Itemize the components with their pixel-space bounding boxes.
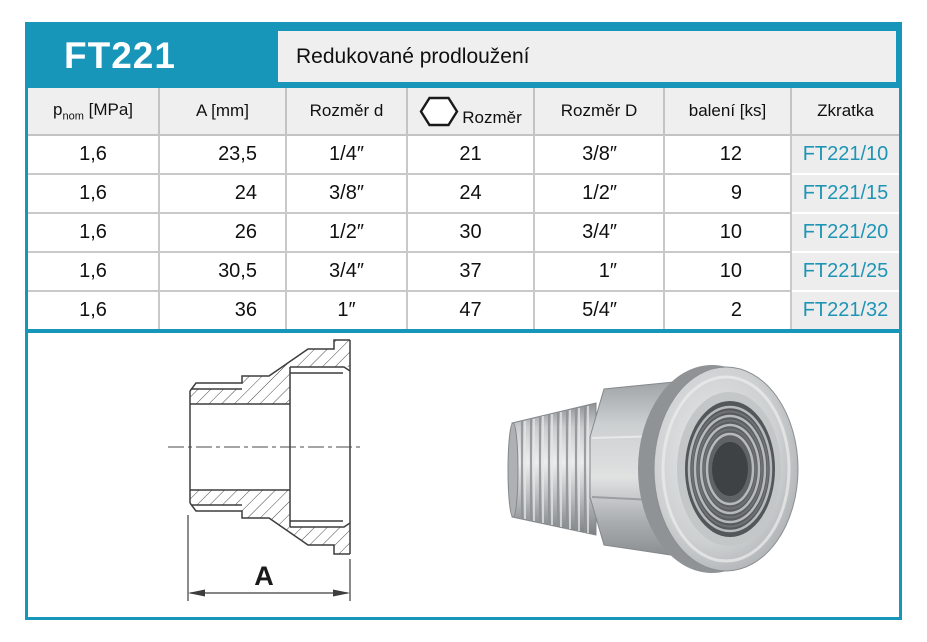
cell-pack: 10 xyxy=(665,214,792,253)
cell-dd: 3/8″ xyxy=(535,136,665,175)
col-header-a: A [mm] xyxy=(160,88,287,136)
product-title-box xyxy=(278,31,896,82)
cell-hex: 30 xyxy=(408,214,535,253)
cell-d: 1″ xyxy=(287,292,408,329)
table-row xyxy=(28,136,899,175)
cell-hex: 21 xyxy=(408,136,535,175)
cell-a: 26 xyxy=(160,214,287,253)
cell-pnom: 1,6 xyxy=(28,175,160,214)
cell-pack: 9 xyxy=(665,175,792,214)
table-row xyxy=(28,292,899,329)
cell-a: 30,5 xyxy=(160,253,287,292)
figures-area xyxy=(28,329,899,617)
cell-pack: 12 xyxy=(665,136,792,175)
cell-code: FT221/20 xyxy=(792,214,899,253)
col-header-d: Rozměr d xyxy=(287,88,408,136)
cell-hex: 47 xyxy=(408,292,535,329)
cell-code: FT221/25 xyxy=(792,253,899,292)
cell-pnom: 1,6 xyxy=(28,292,160,329)
cell-pnom: 1,6 xyxy=(28,136,160,175)
hexagon-icon xyxy=(419,96,459,127)
fitting-outline xyxy=(190,340,350,554)
col-header-code: Zkratka xyxy=(792,88,899,136)
cell-d: 1/4″ xyxy=(287,136,408,175)
cell-dd: 5/4″ xyxy=(535,292,665,329)
header-band xyxy=(28,25,899,88)
cell-dd: 3/4″ xyxy=(535,214,665,253)
table-row xyxy=(28,175,899,214)
cell-pnom: 1,6 xyxy=(28,253,160,292)
table-row xyxy=(28,214,899,253)
cell-code: FT221/32 xyxy=(792,292,899,329)
product-code: FT221 xyxy=(64,34,176,76)
cell-pack: 2 xyxy=(665,292,792,329)
col-header-hex-label: Rozměr xyxy=(462,108,522,127)
table-row xyxy=(28,253,899,292)
col-header-pnom: $p_{nom}$ [MPa] xyxy=(28,88,160,136)
dimension-arrow-left xyxy=(188,590,205,597)
cell-d: 1/2″ xyxy=(287,214,408,253)
cell-d: 3/8″ xyxy=(287,175,408,214)
cell-d: 3/4″ xyxy=(287,253,408,292)
cell-code: FT221/15 xyxy=(792,175,899,214)
technical-drawing xyxy=(112,335,372,607)
cell-a: 36 xyxy=(160,292,287,329)
cell-a: 24 xyxy=(160,175,287,214)
cell-pack: 10 xyxy=(665,253,792,292)
dimension-label: A xyxy=(254,561,274,591)
product-title: Redukované prodloužení xyxy=(296,44,530,68)
table-header-row xyxy=(28,88,899,136)
product-photo xyxy=(498,339,803,594)
col-header-dd: Rozměr D xyxy=(535,88,665,136)
cell-code: FT221/10 xyxy=(792,136,899,175)
catalog-card xyxy=(25,22,902,620)
flange-socket xyxy=(638,365,798,573)
cell-hex: 37 xyxy=(408,253,535,292)
cell-a: 23,5 xyxy=(160,136,287,175)
col-header-pack: balení [ks] xyxy=(665,88,792,136)
col-header-hex xyxy=(408,88,535,136)
spec-table xyxy=(28,88,899,329)
cell-pnom: 1,6 xyxy=(28,214,160,253)
cell-dd: 1/2″ xyxy=(535,175,665,214)
cell-hex: 24 xyxy=(408,175,535,214)
dimension-arrow-right xyxy=(333,590,350,597)
male-thread xyxy=(508,403,596,535)
cell-dd: 1″ xyxy=(535,253,665,292)
